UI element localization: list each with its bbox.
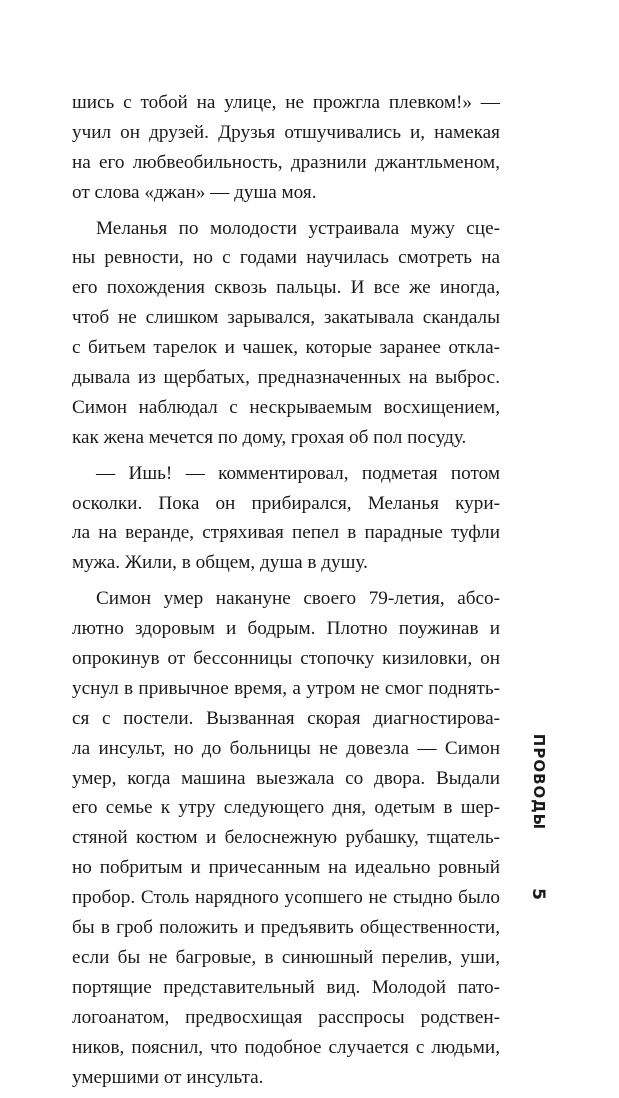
text-line: ны ревности, но с годами научилась смотреть на bbox=[72, 247, 500, 269]
text-line: Меланья по молодости устраивала мужу сце- bbox=[96, 217, 500, 239]
text-line: его семье к утру следующего дня, одетым в шер- bbox=[72, 797, 500, 819]
text-line: от слова «джан» — душа моя. bbox=[72, 181, 317, 203]
text-line: на его любвеобильность, дразнили джантльменом, bbox=[72, 151, 500, 173]
text-line: уснул в привычное время, а утром не смог поднять- bbox=[72, 677, 500, 699]
text-line: бы в гроб положить и предъявить общественности, bbox=[72, 917, 500, 939]
text-line: — Ишь! — комментировал, подметая потом bbox=[96, 462, 500, 484]
running-head-text: ПРОВОДЫ bbox=[530, 733, 548, 831]
text-line: мужа. Жили, в общем, душа в душу. bbox=[72, 552, 368, 574]
text-line: лютно здоровым и бодрым. Плотно поужинав и bbox=[72, 618, 500, 640]
running-head bbox=[528, 733, 550, 831]
text-line: дывала из щербатых, предназначенных на выброс. bbox=[72, 367, 500, 389]
text-line: если бы не багровые, в синюшный перелив, уши, bbox=[72, 946, 500, 968]
text-line: умершими от инсульта. bbox=[72, 1066, 264, 1088]
text-line: осколки. Пока он прибирался, Меланья кури- bbox=[72, 492, 500, 514]
text-line: но побритым и причесанным на идеально ровный bbox=[72, 857, 500, 879]
text-line: портящие представительный вид. Молодой пато- bbox=[72, 976, 500, 998]
paragraph-2 bbox=[72, 214, 500, 453]
text-line: ников, пояснил, что подобное случается с людьми, bbox=[72, 1036, 500, 1058]
text-line: ла на веранде, стряхивая пепел в парадные туфли bbox=[72, 522, 500, 544]
text-line: Симон умер накануне своего 79-летия, абсо- bbox=[96, 588, 500, 610]
text-line: опрокинув от бессонницы стопочку кизиловки, он bbox=[72, 648, 500, 670]
text-line: с битьем тарелок и чашек, которые заранее откла- bbox=[72, 337, 500, 359]
text-line: Симон наблюдал с нескрываемым восхищением, bbox=[72, 396, 500, 418]
text-line: чтоб не слишком зарывался, закатывала скандалы bbox=[72, 307, 500, 329]
text-line: как жена мечется по дому, грохая об пол посуду. bbox=[72, 426, 467, 448]
text-line: умер, когда машина выезжала со двора. Выдали bbox=[72, 767, 500, 789]
text-line: ла инсульт, но до больницы не довезла — Симон bbox=[72, 737, 500, 759]
text-line: учил он друзей. Друзья отшучивались и, намекая bbox=[72, 121, 500, 143]
paragraph-1 bbox=[72, 88, 500, 208]
text-line: пробор. Столь нарядного усопшего не стыдно было bbox=[72, 887, 500, 909]
paragraph-3 bbox=[72, 459, 500, 579]
page-body bbox=[72, 88, 500, 1098]
text-line: ся с постели. Вызванная скорая диагностирова- bbox=[72, 707, 500, 729]
text-line: его похождения сквозь пальцы. И все же иногда, bbox=[72, 277, 500, 299]
page-number-text: 5 bbox=[528, 888, 548, 900]
paragraph-4 bbox=[72, 584, 500, 1092]
text-line: стяной костюм и белоснежную рубашку, тщатель- bbox=[72, 827, 500, 849]
text-line: логоанатом, предвосхищая расспросы родствен- bbox=[72, 1006, 500, 1028]
text-line: шись с тобой на улице, не прожгла плевком!» — bbox=[72, 92, 500, 113]
page-number bbox=[526, 882, 550, 906]
